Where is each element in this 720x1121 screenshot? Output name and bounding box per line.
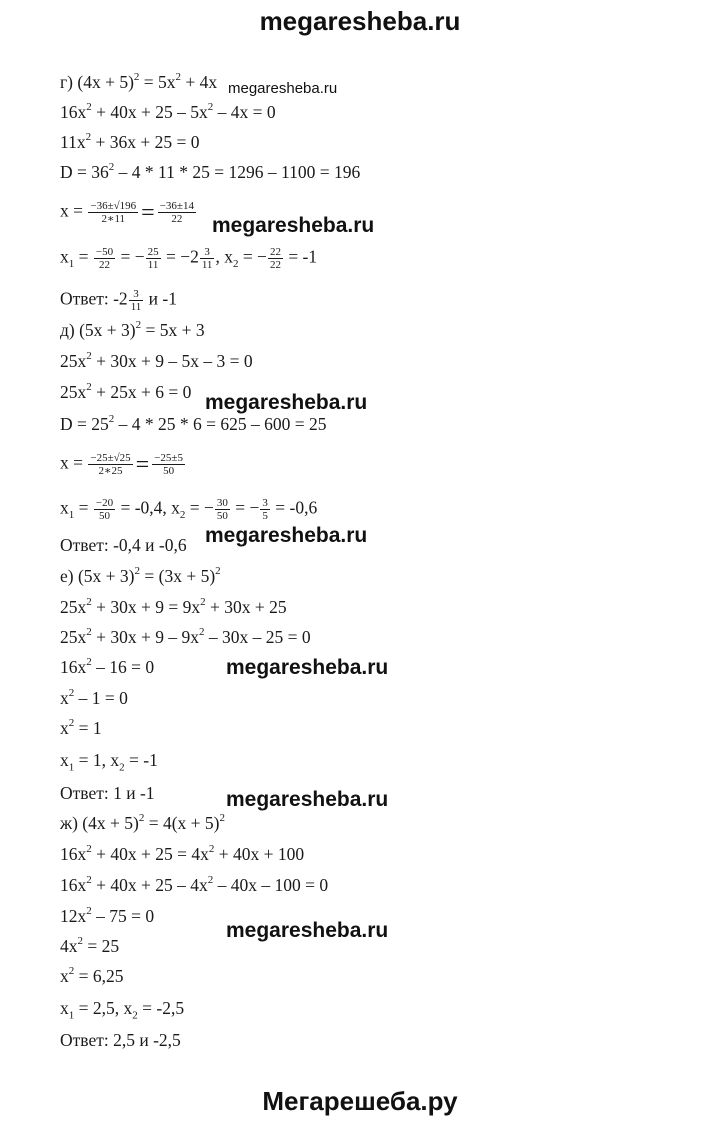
d-line-3: $25x^2 + 25x + 6 = 0$ <box>60 381 192 402</box>
watermark: megaresheba.ru <box>205 391 368 414</box>
g-line-1: г) $(4x + 5)^2 = 5x^2 + 4x$ <box>60 71 218 92</box>
e-line-1: е) $(5x + 3)^2 = (3x + 5)^2$ <box>60 565 221 586</box>
watermark: megaresheba.ru <box>212 214 375 237</box>
zh-line-1: ж) $(4x + 5)^2 = 4(x + 5)^2$ <box>60 812 225 833</box>
d-line-4: $D = 25^2 - 4 * 25 * 6 = 625 - 600 = 25$ <box>60 413 327 434</box>
g-line-5: x = $\frac{-36\pm√196}{2∗11}$ = $\frac{-36\pm 14}{22}$ <box>60 199 194 226</box>
d-line-5: x = $\frac{-25\pm√25}{2∗25}$ = $\frac{-25\pm 5}{50}$ <box>60 451 183 478</box>
d-answer: Ответ: -0,4 и -0,6 <box>60 535 187 555</box>
e-line-5: $x^2 - 1 = 0$ <box>60 687 128 708</box>
site-brand-header: megaresheba.ru <box>259 6 461 36</box>
d-line-2: $25x^2 + 30x + 9 - 5x - 3 = 0$ <box>60 350 253 371</box>
zh-line-4: $12x^2 - 75 = 0$ <box>60 905 155 926</box>
g-line-6: $x_1$ = $\frac{-50}{22}$ = − $\frac{25}{11}$ = −2 $\frac{3}{11}$ , $x_2$ = − $\frac{22}{22}$ = -1 <box>60 246 318 271</box>
zh-line-5: $4x^2 = 25$ <box>60 935 120 956</box>
e-answer: Ответ: 1 и -1 <box>60 783 155 803</box>
d-line-1: д) $(5x + 3)^2 = 5x + 3$ <box>60 319 205 340</box>
g-line-2: $16x^2 + 40x + 25 - 5x^2 - 4x = 0$ <box>60 101 276 122</box>
g-line-4: $D = 36^2 - 4 * 11 * 25 = 1296 - 1100 = 196$ <box>60 161 361 182</box>
zh-line-3: $16x^2 + 40x + 25 - 4x^2 - 40x - 100 = 0$ <box>60 874 329 895</box>
site-brand-footer: Мегарешеба.ру <box>262 1086 458 1116</box>
zh-line-6: $x^2 = 6,25$ <box>60 965 124 986</box>
zh-line-7: $x_1 = 2,5$, $x_2 = -2,5$ <box>60 998 185 1022</box>
watermark: megaresheba.ru <box>228 80 338 97</box>
e-line-4: $16x^2 - 16 = 0$ <box>60 656 155 677</box>
zh-answer: Ответ: 2,5 и -2,5 <box>60 1030 181 1050</box>
watermark: megaresheba.ru <box>226 919 389 942</box>
g-answer: Ответ: -2 $\frac{3}{11}$ и -1 <box>60 288 177 313</box>
e-line-7: $x_1 = 1$, $x_2 = -1$ <box>60 750 158 774</box>
e-line-3: $25x^2 + 30x + 9 - 9x^2 - 30x - 25 = 0$ <box>60 626 311 647</box>
watermark: megaresheba.ru <box>205 524 368 547</box>
e-line-6: $x^2 = 1$ <box>60 717 102 738</box>
zh-line-2: $16x^2 + 40x + 25 = 4x^2 + 40x + 100$ <box>60 843 305 864</box>
watermark: megaresheba.ru <box>226 656 389 679</box>
g-line-3: $11x^2 + 36x + 25 = 0$ <box>60 131 200 152</box>
d-line-6: $x_1$ = $\frac{-20}{50}$ = -0,4, $x_2$ = − $\frac{30}{50}$ = − $\frac{3}{5}$ = -0,6 <box>60 497 318 522</box>
e-line-2: $25x^2 + 30x + 9 = 9x^2 + 30x + 25$ <box>60 596 287 617</box>
watermark: megaresheba.ru <box>226 788 389 811</box>
